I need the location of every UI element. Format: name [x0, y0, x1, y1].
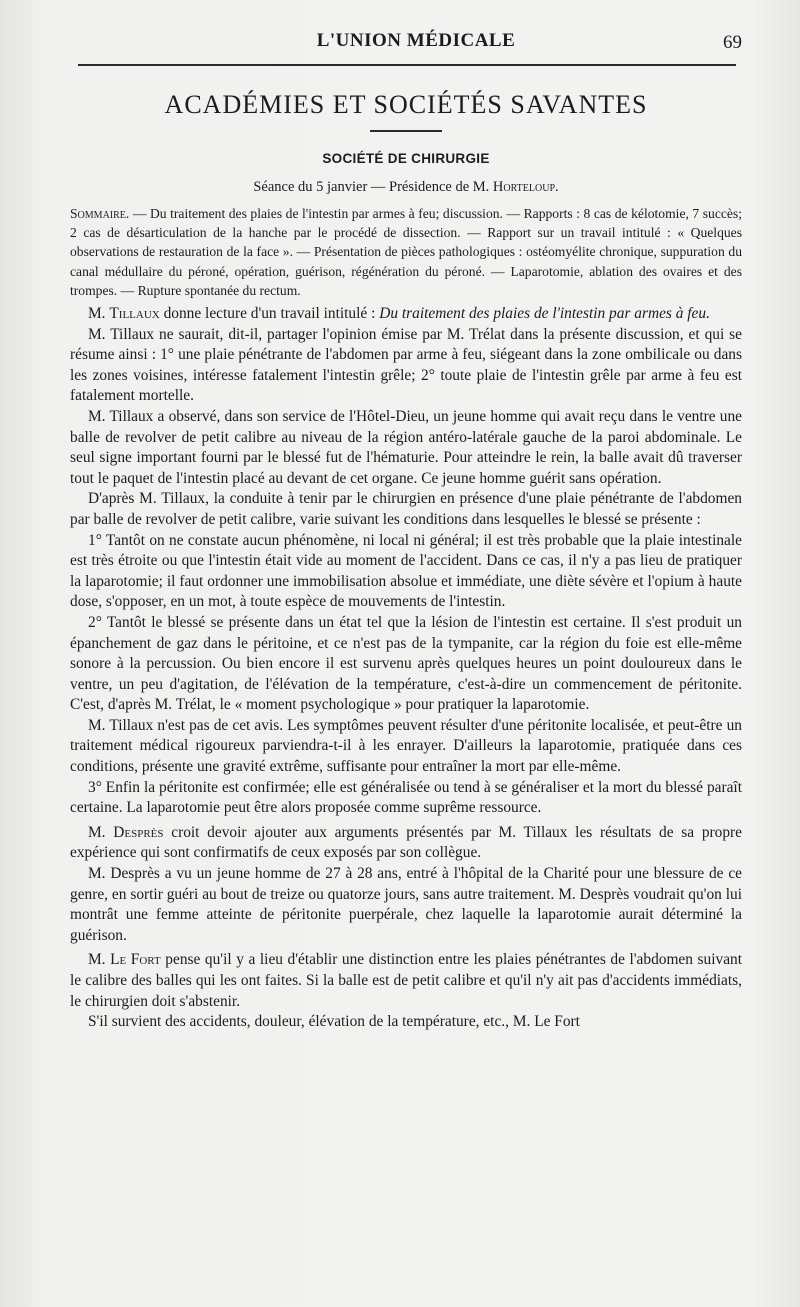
title-divider	[370, 130, 442, 132]
paragraph-9	[70, 823, 742, 864]
p11-prefix: M.	[88, 951, 111, 969]
summary-text: . — Du traitement des plaies de l'intestin par armes à feu; discussion. — Rapports : 8 cas de kélotomie, 7 succès; 2 cas de désarticulation de la hanche par le procédé de dissection. — Rapport sur un travail intitulé : « Quelques observations de restauration de la face ». — Présentation de pièces pathologiques : ostéomyélite chronique, suppuration du canal médullaire du péroné, opération, guérison, régénération du péroné. — Laparotomie, ablation des ovaires et des trompes. — Rupture spontanée du rectum.	[70, 206, 742, 298]
page-number: 69	[723, 32, 742, 53]
article-body	[70, 304, 742, 1033]
session-president: Horteloup	[492, 179, 556, 195]
session-line	[70, 178, 742, 196]
paragraph-10: M. Desprès a vu un jeune homme de 27 à 28 ans, entré à l'hôpital de la Charité pour une blessure de ce genre, en sortir guéri au bout de treize ou quatorze jours, sans autre traitement. M. Desprès voudrait qu'on lui montrât une femme atteinte de péritonite puerpérale, chez laquelle la laparotomie aurait déterminé la guérison.	[70, 865, 742, 944]
running-title: L'UNION MÉDICALE	[316, 30, 516, 51]
paragraph-2: M. Tillaux ne saurait, dit-il, partager l'opinion émise par M. Trélat dans la présente discussion, et qui se résume ainsi : 1° une plaie pénétrante de l'abdomen par arme à feu, siégeant dans la zone ombilicale ou dans les zones voisines, intéresse fatalement l'intestin grêle; 2° toute plaie de l'intestin grêle par arme à feu est fatalement mortelle.	[70, 325, 742, 405]
article-content	[70, 88, 742, 1033]
paragraph-8: 3° Enfin la péritonite est confirmée; elle est généralisée ou tend à se généraliser et la mort du blessé paraît certaine. La laparotomie peut être alors proposée comme suprême ressource.	[70, 778, 742, 817]
p11-rest: pense qu'il y a lieu d'établir une distinction entre les plaies pénétrantes de l'abdomen suivant le calibre des balles qui les ont faites. Si la balle est de petit calibre et qu'il n'y ait pas d'accidents immédiats, le chirurgien doit s'abstenir.	[70, 951, 742, 1010]
session-suffix: .	[555, 179, 559, 195]
section-title: ACADÉMIES ET SOCIÉTÉS SAVANTES	[164, 90, 648, 119]
paragraph-11	[70, 950, 742, 1012]
paragraph-12: S'il survient des accidents, douleur, élévation de la température, etc., M. Le Fort	[88, 1013, 580, 1031]
speaker-name: Desprès	[113, 823, 164, 841]
session-prefix: Séance du 5 janvier — Présidence de M.	[253, 179, 493, 195]
speaker-name: Le Fort	[110, 951, 161, 969]
paragraph-3: M. Tillaux a observé, dans son service de l'Hôtel-Dieu, un jeune homme qui avait reçu dans le ventre une balle de revolver de petit calibre au niveau de la région antéro-latérale gauche de la paroi abdominale. Le seul signe important fourni par le blessé fut de l'hématurie. Pour atteindre le rein, la balle avait dû traverser tout le paquet de l'intestin placé au devant de cet organe. Ce jeune homme guérit sans opération.	[70, 407, 742, 487]
paragraph-7: M. Tillaux n'est pas de cet avis. Les symptômes peuvent résulter d'une péritonite localisée, et peut-être un traitement médical rigoureux parviendra-t-il à les enrayer. D'ailleurs la laparotomie, pratiquée dans ces conditions, présente une gravité extrême, suffisante pour entraîner la mort par elle-même.	[70, 716, 742, 776]
work-title: Du traitement des plaies de l'intestin par armes à feu.	[379, 305, 710, 323]
p1-prefix: M.	[88, 305, 110, 323]
header-rule	[78, 64, 736, 66]
paragraph-1	[70, 304, 742, 325]
paragraph-6: 2° Tantôt le blessé se présente dans un état tel que la lésion de l'intestin est certaine. Il s'est produit un épanchement de gaz dans le péritoine, et ce n'est pas de la tympanite, car la région du foie est elle-même sonore à la percussion. Ou bien encore il est survenu après quelques heures un point douloureux dans le ventre, un peu d'agitation, de l'élévation de la température, c'est-à-dire un commencement de péritonite. C'est, d'après M. Trélat, le « moment psychologique » pour pratiquer la laparotomie.	[70, 613, 742, 714]
p1-mid: donne lecture d'un travail intitulé :	[159, 305, 380, 323]
society-heading: SOCIÉTÉ DE CHIRURGIE	[322, 151, 490, 166]
paragraph-4: D'après M. Tillaux, la conduite à tenir par le chirurgien en présence d'une plaie pénétrante de l'abdomen par balle de revolver de petit calibre, varie suivant les conditions dans lesquelles le blessé se présente :	[70, 490, 742, 528]
summary-block	[70, 204, 742, 300]
p9-prefix: M.	[88, 823, 114, 841]
summary-label: Sommaire	[70, 206, 126, 221]
paragraph-5: 1° Tantôt on ne constate aucun phénomène, ni local ni général; il est très probable que la plaie intestinale est très étroite ou que l'intestin était vide au moment de l'accident. Dans ce cas, il n'y a pas lieu de pratiquer la laparotomie; il faut ordonner une immobilisation absolue et immédiate, une diète sévère et l'opium à haute dose, s'opposer, en un mot, à toute espèce de mouvements de l'intestin.	[70, 531, 742, 611]
p9-rest: croit devoir ajouter aux arguments présentés par M. Tillaux les résultats de sa propre expérience qui sont confirmatifs de ceux exposés par son collègue.	[70, 823, 742, 862]
running-head	[88, 30, 744, 60]
speaker-name: Tillaux	[109, 305, 160, 323]
